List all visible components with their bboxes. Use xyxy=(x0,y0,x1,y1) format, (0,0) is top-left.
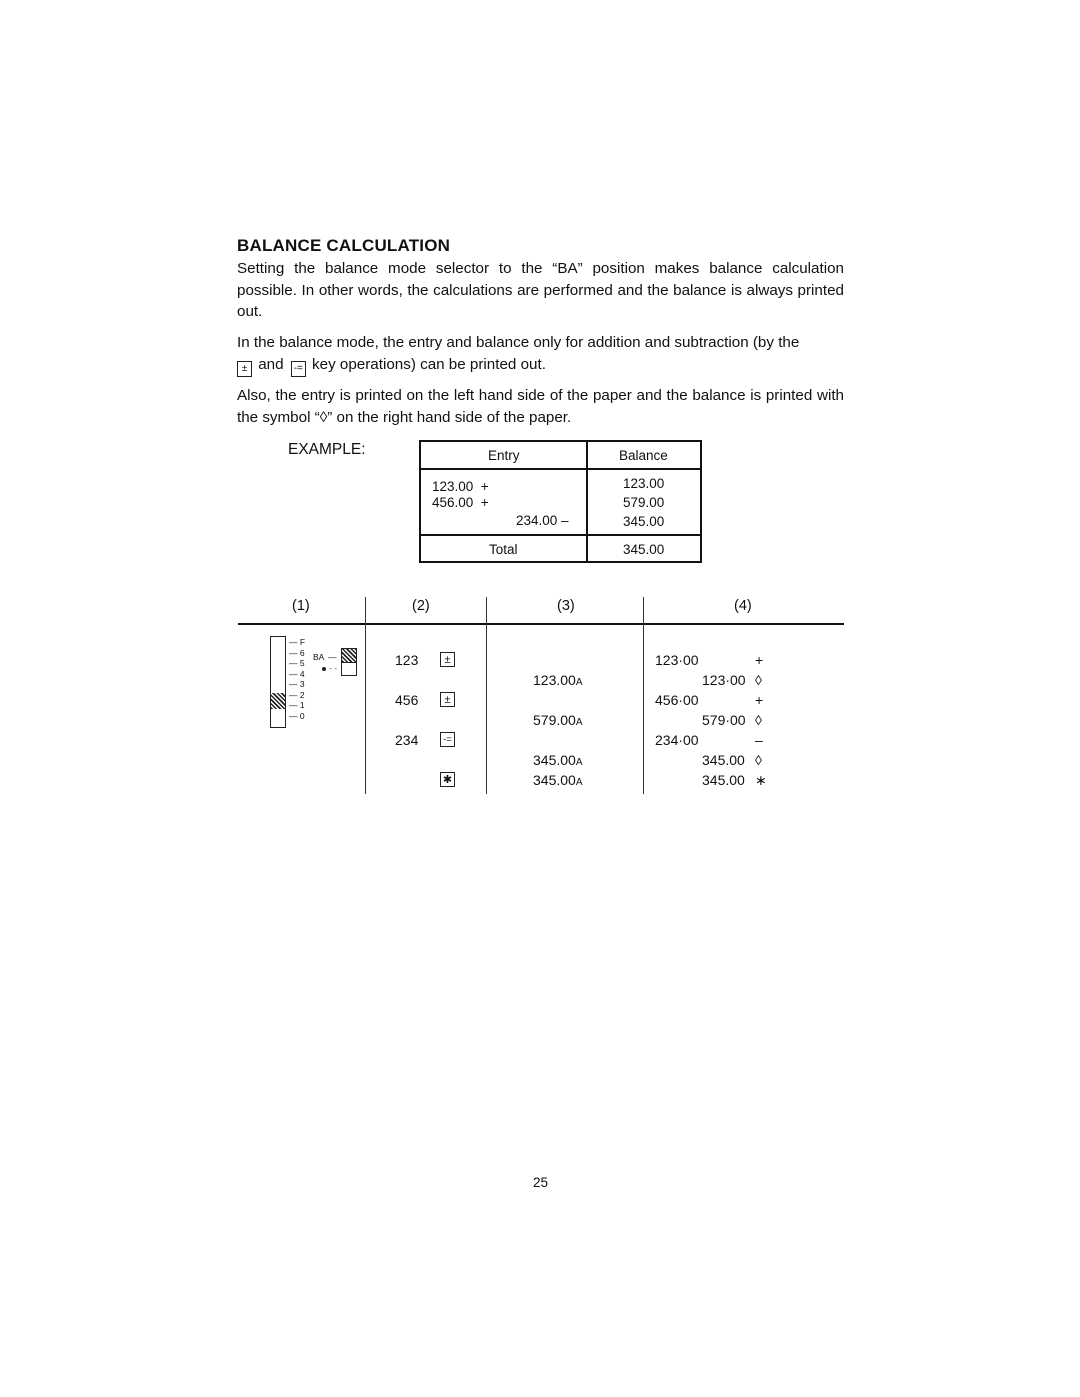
step-table-rule xyxy=(238,623,844,625)
balance-header: Balance xyxy=(619,448,668,463)
display-number: 345.00 xyxy=(533,752,576,768)
decimal-scale: — F — 6 — 5 — 4 — 3 — 2 — 1 — 0 xyxy=(289,637,306,721)
mode-knob-icon xyxy=(342,649,356,662)
print-balance: 579·00 xyxy=(702,712,746,728)
column-divider xyxy=(486,597,487,794)
entry-row-minus: 234.00 – xyxy=(516,513,569,528)
print-symbol: ◊ xyxy=(755,712,762,728)
display-number: 345.00 xyxy=(533,772,576,788)
input-number: 456 xyxy=(395,692,419,708)
scale-mark: 4 xyxy=(299,668,305,679)
plus-key-icon: ± xyxy=(440,652,455,667)
display-suffix: A xyxy=(575,757,583,768)
display-suffix: A xyxy=(575,777,583,788)
plus-key-icon: ± xyxy=(237,361,252,377)
column-divider xyxy=(365,597,366,794)
print-balance: 123·00 xyxy=(702,672,746,688)
print-balance: 345.00 xyxy=(702,752,745,768)
total-key-icon: ✱ xyxy=(440,772,455,787)
step-header-4: (4) xyxy=(734,598,752,614)
paragraph-intro: Setting the balance mode selector to the “BA” position makes balance calculation possible. In other words, the calculations are performed and the balance is always printed out. xyxy=(237,260,844,320)
minus-key-icon: -= xyxy=(440,732,455,747)
selector-dash: - - xyxy=(329,663,338,673)
entry-header: Entry xyxy=(488,448,520,463)
print-symbol: ◊ xyxy=(755,672,762,688)
scale-mark: 0 xyxy=(299,710,305,721)
display-suffix: A xyxy=(575,677,583,688)
input-number: 123 xyxy=(395,652,419,668)
scale-mark: 5 xyxy=(299,658,305,668)
balance-row: 345.00 xyxy=(623,514,665,529)
balance-row: 123.00 xyxy=(623,476,665,491)
print-symbol: ∗ xyxy=(755,772,767,788)
scale-mark: F xyxy=(299,637,306,647)
ba-connector: — xyxy=(328,652,337,662)
decimal-selector-slot xyxy=(270,636,286,728)
step-header-1: (1) xyxy=(292,598,310,614)
plus-key-icon: ± xyxy=(440,692,455,707)
paragraph-balance-mode xyxy=(237,332,844,377)
selector-dot-icon xyxy=(322,667,326,671)
display-value xyxy=(533,752,583,768)
page-number: 25 xyxy=(533,1175,549,1190)
and-text: and xyxy=(258,355,284,373)
paragraph-balance-mode-rest: key operations) can be printed out. xyxy=(312,355,546,373)
minus-key-icon: -= xyxy=(291,361,306,377)
display-value xyxy=(533,712,583,728)
example-label: EXAMPLE: xyxy=(288,441,366,458)
entry-row: 123.00 + xyxy=(432,479,489,494)
display-suffix: A xyxy=(575,717,583,728)
print-entry: 123·00 xyxy=(655,652,699,668)
example-table-total-rule xyxy=(419,534,702,536)
print-entry: 456·00 xyxy=(655,692,699,708)
display-value xyxy=(533,672,583,688)
selector-knob-icon xyxy=(271,693,285,709)
step-header-2: (2) xyxy=(412,598,430,614)
print-symbol: + xyxy=(755,652,764,668)
balance-row: 579.00 xyxy=(623,495,665,510)
print-symbol: – xyxy=(755,732,763,748)
input-number: 234 xyxy=(395,732,419,748)
column-divider xyxy=(643,597,644,794)
section-heading: BALANCE CALCULATION xyxy=(237,236,451,255)
total-label: Total xyxy=(489,542,518,557)
print-balance: 345.00 xyxy=(702,772,745,788)
step-header-3: (3) xyxy=(557,598,575,614)
scale-mark: 6 xyxy=(299,647,305,658)
example-table-divider xyxy=(586,440,588,563)
example-table-header-rule xyxy=(419,468,702,470)
mode-switch-divider xyxy=(342,662,356,663)
display-number: 123.00 xyxy=(533,672,576,688)
display-number: 579.00 xyxy=(533,712,576,728)
display-value xyxy=(533,772,583,788)
ba-label: BA xyxy=(313,652,325,662)
entry-row: 456.00 + xyxy=(432,495,489,510)
print-entry: 234·00 xyxy=(655,732,699,748)
paragraph-balance-mode-line1: In the balance mode, the entry and balance only for addition and subtraction (by the xyxy=(237,334,800,351)
scale-mark: 1 xyxy=(299,700,305,710)
scale-mark: 2 xyxy=(299,689,305,700)
print-symbol: + xyxy=(755,692,764,708)
total-value: 345.00 xyxy=(623,542,665,557)
paragraph-symbol: Also, the entry is printed on the left hand side of the paper and the balance is printed with the symbol “◊” on the right hand side of the paper. xyxy=(237,387,844,426)
print-symbol: ◊ xyxy=(755,752,762,768)
mode-selector-switch xyxy=(341,648,357,676)
scale-mark: 3 xyxy=(299,679,305,689)
